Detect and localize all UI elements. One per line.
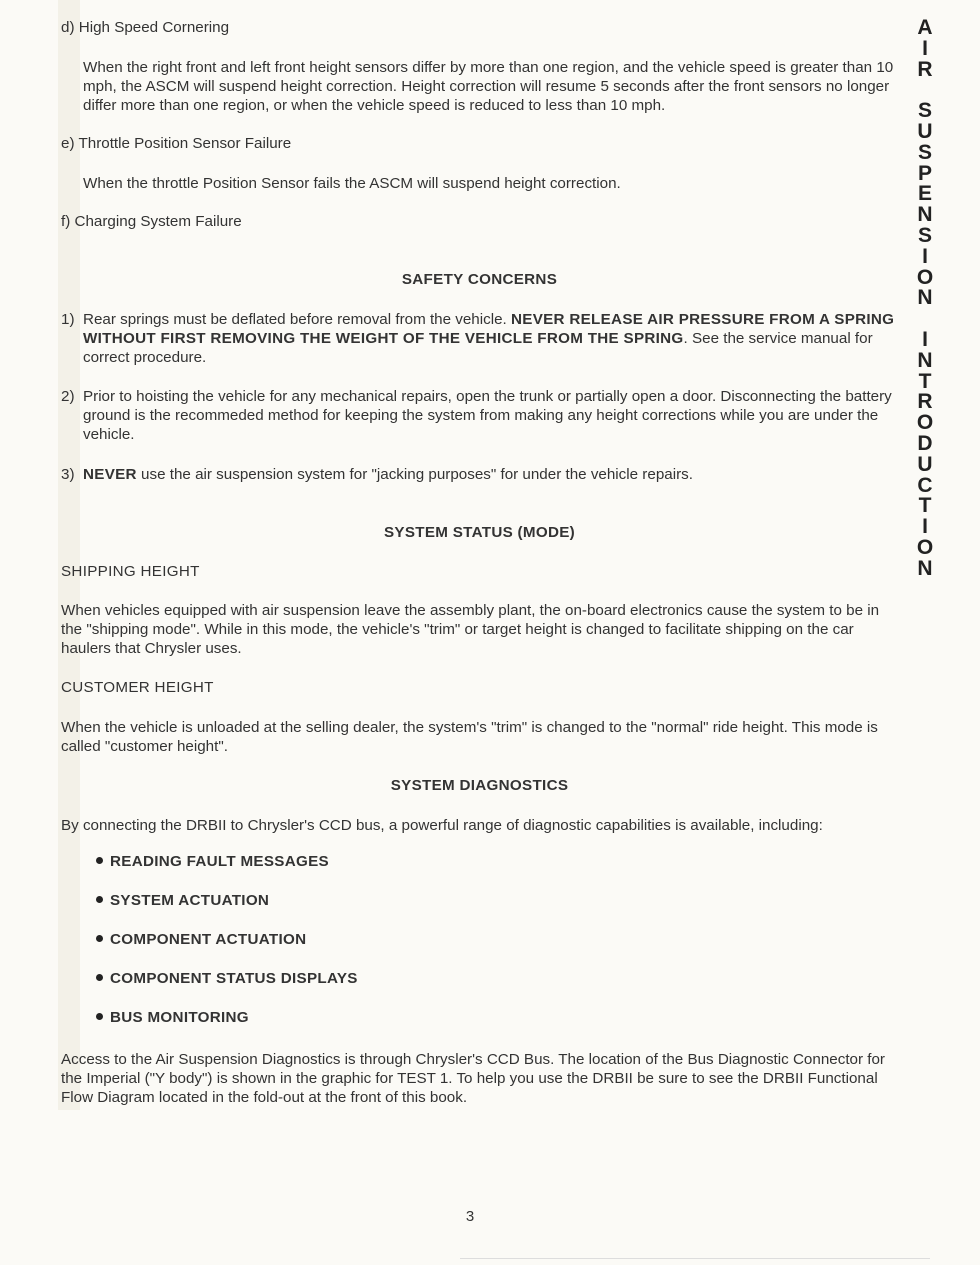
side-title-letter: D <box>917 431 933 455</box>
diagnostics-access-paragraph: Access to the Air Suspension Diagnostics is through Chrysler's CCD Bus. The location of the Bus Diagnostic Connector for the Imperial ("Y body") is shown in the graphic for TEST 1. To help you use the DRBII be sure to see the DRBII Functional Flow Diagram located in the fold-out at the front of this book. <box>61 1051 885 1107</box>
list-item <box>96 892 358 931</box>
safety-item-1-number: 1) <box>61 311 75 328</box>
customer-height-body: When the vehicle is unloaded at the selling dealer, the system's "trim" is changed to the "normal" ride height. This mode is called "customer height". <box>61 719 878 756</box>
section-e-body: When the throttle Position Sensor fails the ASCM will suspend height correction. <box>83 175 621 192</box>
section-d-label: d) <box>61 19 75 36</box>
side-title-letter: U <box>917 119 933 143</box>
safety-item-1 <box>61 310 898 368</box>
safety-item-3-text <box>83 465 898 484</box>
list-item <box>96 1009 358 1048</box>
bullet-icon <box>96 1013 103 1020</box>
side-title-letter: T <box>918 494 932 518</box>
section-f-title: Charging System Failure <box>74 213 242 230</box>
side-title-letter: U <box>917 452 933 476</box>
safety-item-3-number: 3) <box>61 466 75 483</box>
section-e-label: e) <box>61 135 75 152</box>
safety-item-2-number: 2) <box>61 388 75 405</box>
bullet-icon <box>96 974 103 981</box>
customer-height-title: CUSTOMER HEIGHT <box>61 679 214 696</box>
list-item <box>96 970 358 1009</box>
system-status-heading: SYSTEM STATUS (MODE) <box>383 524 576 541</box>
side-title-letter: R <box>917 390 933 414</box>
side-title-letter: C <box>917 473 933 497</box>
side-title-letter: E <box>917 182 932 206</box>
bullet-icon <box>96 896 103 903</box>
section-d-title: High Speed Cornering <box>78 19 230 36</box>
side-title-letter: I <box>922 515 928 539</box>
safety-item-3 <box>61 465 898 484</box>
safety-item-1-post: . See the service manual for correct procedure. <box>83 330 873 367</box>
side-title-letter: N <box>917 556 933 580</box>
list-item <box>96 853 358 892</box>
scan-edge-line <box>460 1258 930 1259</box>
safety-concerns-heading: SAFETY CONCERNS <box>401 271 558 288</box>
section-f-label: f) <box>61 213 71 230</box>
side-title-letter: N <box>917 203 933 227</box>
side-title-letter: I <box>922 244 928 268</box>
section-d-body: When the right front and left front height sensors differ by more than one region, and the vehicle speed is greater than 10 mph, the ASCM will suspend height correction. Height correction will resume 5 seconds after the front sensors no longer differ more than one region, or when the vehicle speed is reduced to less than 10 mph. <box>83 59 894 115</box>
side-title-letter: R <box>917 57 933 81</box>
shipping-height-title: SHIPPING HEIGHT <box>61 563 200 580</box>
section-d-heading <box>61 18 229 37</box>
side-title-letter: O <box>916 535 934 559</box>
side-title-letter: N <box>917 348 933 372</box>
list-item-label: READING FAULT MESSAGES <box>110 853 329 870</box>
side-title-letter: A <box>917 16 933 39</box>
side-chapter-title <box>910 18 940 580</box>
side-title-letter: T <box>918 369 932 393</box>
bullet-icon <box>96 857 103 864</box>
safety-item-3-rest: use the air suspension system for "jacking purposes" for under the vehicle repairs. <box>136 466 693 483</box>
safety-item-2-text: Prior to hoisting the vehicle for any mechanical repairs, open the trunk or partially open a door. Disconnecting the battery ground is the recommeded method for keeping the system from making any height corrections while you are under the vehicle. <box>83 388 892 444</box>
safety-item-1-text <box>83 310 898 368</box>
list-item <box>96 931 358 970</box>
safety-item-2 <box>61 387 898 445</box>
safety-item-1-pre: Rear springs must be deflated before removal from the vehicle. <box>83 311 511 328</box>
side-title-letter: I <box>922 327 928 351</box>
scan-margin-shading <box>58 0 80 1110</box>
list-item-label: COMPONENT ACTUATION <box>110 931 307 948</box>
safety-item-3-never: NEVER <box>83 466 137 483</box>
section-e-title: Throttle Position Sensor Failure <box>78 135 292 152</box>
section-e-heading <box>61 134 291 153</box>
side-title-letter: I <box>922 36 928 60</box>
side-title-letter: S <box>917 99 932 123</box>
section-f-heading <box>61 212 242 231</box>
list-item-label: SYSTEM ACTUATION <box>110 892 270 909</box>
list-item-label: COMPONENT STATUS DISPLAYS <box>110 970 358 987</box>
system-diagnostics-heading: SYSTEM DIAGNOSTICS <box>390 777 569 794</box>
side-title-letter: P <box>917 161 932 185</box>
list-item-label: BUS MONITORING <box>110 1009 249 1026</box>
side-title-letter: S <box>917 140 932 164</box>
diagnostics-intro: By connecting the DRBII to Chrysler's CCD bus, a powerful range of diagnostic capabilities is available, including: <box>61 817 823 834</box>
diagnostics-capability-list <box>96 853 358 1048</box>
shipping-height-body: When vehicles equipped with air suspension leave the assembly plant, the on-board electronics cause the system to be in the "shipping mode". While in this mode, the vehicle's "trim" or target height is changed to facilitate shipping on the car haulers that Chrysler uses. <box>61 602 880 658</box>
side-title-letter: N <box>917 286 933 310</box>
side-title-letter: O <box>916 411 934 435</box>
page-number: 3 <box>465 1208 475 1225</box>
side-title-letter: S <box>917 223 932 247</box>
safety-item-1-warning: NEVER RELEASE AIR PRESSURE FROM A SPRING WITHOUT FIRST REMOVING THE WEIGHT OF THE VEHICLE FROM THE SPRING <box>83 311 895 348</box>
bullet-icon <box>96 935 103 942</box>
side-title-letter: O <box>916 265 934 289</box>
